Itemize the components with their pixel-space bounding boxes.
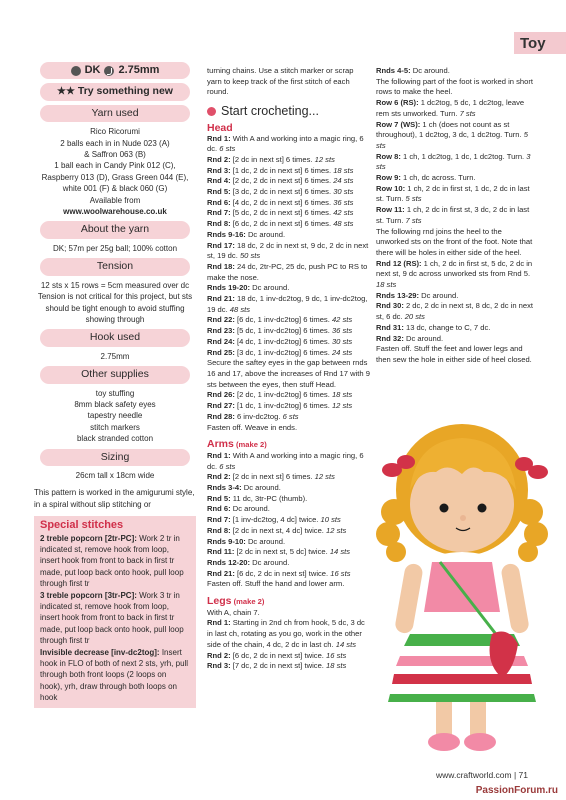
supplies-list bbox=[34, 388, 196, 445]
doll-shoe-right bbox=[464, 733, 496, 751]
special-stitches-box bbox=[34, 516, 196, 708]
pattern-row: Rnds 12-20: Dc around. bbox=[207, 557, 290, 567]
arms-rows bbox=[207, 451, 370, 579]
hook-icon bbox=[104, 66, 114, 76]
page-footer: www.craftworld.com | 71 bbox=[436, 770, 528, 780]
legs-end: Fasten off. Stuff the feet and lower legs and then sew the hole in either side of heel closed. bbox=[376, 344, 532, 364]
hook-used-heading: Hook used bbox=[40, 329, 190, 346]
supplier-link[interactable]: www.woolwarehouse.co.uk bbox=[63, 207, 167, 217]
pattern-row: Rnd 1: With A and working into a magic ring, 6 dc. 6 sts bbox=[207, 133, 364, 154]
watermark: PassionForum.ru bbox=[475, 785, 558, 796]
head-note: Secure the saftey eyes in the gap between rnds 16 and 17, above the increases of Rnd 17 with 9 sts between the eyes, then stuff Head. bbox=[207, 358, 370, 389]
pattern-row: Rnd 30: 2 dc, 2 dc in next st, 8 dc, 2 dc in next st, 6 dc. 20 sts bbox=[376, 301, 534, 322]
sizing-heading: Sizing bbox=[40, 449, 190, 466]
doll-photo bbox=[352, 412, 566, 757]
supply-item: tapestry needle bbox=[87, 411, 143, 421]
pattern-row: Rnd 21: 18 dc, 1 inv-dc2tog, 9 dc, 1 inv-dc2tog, 19 dc. 48 sts bbox=[207, 294, 368, 314]
difficulty-label: Try something new bbox=[77, 85, 173, 98]
about-yarn-text: DK; 57m per 25g ball; 100% cotton bbox=[52, 243, 178, 253]
special-stitch: Invisible decrease [inv-dc2tog]: Insert hook in FLO of both of next 2 sts, yrh, pull through both front loops (2 loops on hook), yrh, draw through both loops on hook bbox=[40, 647, 189, 703]
yarn-line: Rico Ricorumi bbox=[90, 127, 140, 137]
doll-dress-top bbox=[424, 562, 500, 612]
legs-chain: With A, chain 7. bbox=[207, 607, 260, 617]
pattern-row: Rnds 4-5: Dc around. bbox=[376, 66, 450, 75]
legs-rows-b bbox=[376, 98, 536, 226]
supply-item: toy stuffing bbox=[95, 388, 135, 398]
pattern-row: Row 8: 1 ch, 1 dc2tog, 1 dc, 1 dc2tog. Turn. 3 sts bbox=[376, 151, 531, 172]
start-heading-text: Start crocheting... bbox=[221, 104, 319, 119]
pattern-row: Rnd 6: [4 dc, 2 dc in next st] 6 times. 36 sts bbox=[207, 197, 354, 207]
yarn-line: white 001 (F) & black 060 (G) bbox=[62, 184, 168, 194]
supply-item: black stranded cotton bbox=[76, 434, 154, 444]
yarn-line: 2 balls each in in Nude 023 (A) bbox=[60, 138, 170, 148]
pattern-row: Row 7 (WS): 1 ch (does not count as st throughout), 1 dc2tog, 3 dc, 1 dc2tog. Turn. 5 sts bbox=[376, 119, 528, 150]
mid-intro: turning chains. Use a stitch marker or scrap yarn to keep track of the first stitch of each round. bbox=[207, 66, 354, 97]
pattern-row: Rnds 9-10: Dc around. bbox=[207, 536, 286, 546]
start-heading bbox=[207, 106, 370, 117]
legs-rows-c bbox=[376, 259, 536, 345]
pattern-row: Rnd 8: [6 dc, 2 dc in next st] 6 times. 48 sts bbox=[207, 219, 354, 229]
doll-eye-right bbox=[478, 504, 487, 513]
pattern-row: Rnd 8: [2 dc in next st, 4 dc] twice. 12 sts bbox=[207, 525, 347, 535]
pattern-row: Row 11: 1 ch, 2 dc in first st, 3 dc, 2 dc in last st. Turn. 7 sts bbox=[376, 205, 530, 225]
pattern-row: Rnd 5: 11 dc, 3tr-PC (thumb). bbox=[207, 493, 308, 503]
pattern-row: Rnd 3: [7 dc, 2 dc in next st] twice. 18 sts bbox=[207, 661, 347, 671]
difficulty-pill bbox=[40, 83, 190, 100]
pattern-row: Row 9: 1 ch, dc across. Turn. bbox=[376, 173, 476, 183]
pattern-column-middle bbox=[207, 66, 370, 672]
yarn-line: Available from bbox=[89, 195, 141, 205]
pattern-row: Rnd 1: With A and working into a magic ring, 6 dc. 6 sts bbox=[207, 450, 364, 471]
tension-heading: Tension bbox=[40, 258, 190, 275]
head-rows-2 bbox=[207, 390, 370, 422]
head-heading: Head bbox=[207, 121, 233, 134]
pattern-row: Rnd 2: [2 dc in next st] 6 times. 12 sts bbox=[207, 472, 335, 482]
special-stitches-heading: Special stitches bbox=[40, 519, 124, 532]
pattern-row: Rnd 25: [3 dc, 1 inv-dc2tog] 6 times. 24 sts bbox=[207, 347, 353, 357]
pattern-row: Rnd 6: Dc around. bbox=[207, 504, 270, 514]
join-note: The following rnd joins the heel to the unworked sts on the front of the foot. Note that there will be holes in either side of the heel. bbox=[376, 226, 533, 257]
pattern-row: Rnd 26: [2 dc, 1 inv-dc2tog] 6 times. 18 sts bbox=[207, 390, 353, 400]
yarn-used-heading: Yarn used bbox=[40, 105, 190, 122]
pattern-row: Row 10: 1 ch, 2 dc in first st, 1 dc, 2 dc in last st. Turn. 5 sts bbox=[376, 183, 530, 204]
yarn-weight: DK bbox=[84, 64, 101, 76]
yarn-used-text bbox=[34, 126, 196, 217]
meta-pill bbox=[40, 62, 190, 79]
pattern-row: Rnd 24: [4 dc, 1 inv-dc2tog] 6 times. 30 sts bbox=[207, 336, 353, 346]
other-supplies-heading: Other supplies bbox=[40, 366, 190, 383]
heel-note: The following part of the foot is worked in short rows to make the heel. bbox=[376, 76, 534, 97]
intro-text: This pattern is worked in the amigurumi style, in a spiral without slip stitching or bbox=[34, 488, 195, 509]
hook-used-text: 2.75mm bbox=[100, 351, 130, 361]
pattern-row: Rnd 17: 18 dc, 2 dc in next st, 9 dc, 2 dc in next st, 19 dc. 50 sts bbox=[207, 240, 369, 261]
pattern-row: Rnd 12 (RS): 1 ch, 2 dc in first st, 5 dc, 2 dc in next st, 9 dc across unworked sts from Rnd 5. 18 sts bbox=[376, 258, 533, 290]
arms-heading: Arms (make 2) bbox=[207, 438, 267, 451]
pattern-row: Rnd 3: [1 dc, 2 dc in next st] 6 times. 18 sts bbox=[207, 165, 354, 175]
info-column bbox=[34, 62, 196, 708]
doll-nose bbox=[460, 515, 466, 521]
pattern-row: Rnd 27: [1 dc, 1 inv-dc2tog] 6 times. 12 sts bbox=[207, 401, 353, 411]
pattern-row: Rnd 23: [5 dc, 1 inv-dc2tog] 6 times. 36 sts bbox=[207, 326, 353, 336]
special-stitch: 3 treble popcorn [3tr-PC]: Work 3 tr in indicated st, remove hook from loop, insert hook from front to back in first tr made, put loop back onto hook, pull loop through first tr bbox=[40, 590, 184, 646]
pattern-row: Rnd 21: [6 dc, 2 dc in next st] twice. 16 sts bbox=[207, 568, 351, 578]
doll-leg-right bbox=[470, 702, 486, 736]
pattern-row: Rnd 11: [2 dc in next st, 5 dc] twice. 14 sts bbox=[207, 547, 351, 557]
pattern-row: Rnd 4: [2 dc, 2 dc in next st] 6 times. 24 sts bbox=[207, 176, 354, 186]
about-yarn-heading: About the yarn bbox=[40, 221, 190, 238]
pattern-row: Rnd 2: [2 dc in next st] 6 times. 12 sts bbox=[207, 154, 335, 164]
doll-shoe-left bbox=[428, 733, 460, 751]
pattern-row: Rnd 32: Dc around. bbox=[376, 333, 444, 343]
legs-heading: Legs (make 2) bbox=[207, 595, 265, 608]
bullet-dot-icon bbox=[207, 107, 216, 116]
sizing-text: 26cm tall x 18cm wide bbox=[75, 470, 155, 480]
head-rows bbox=[207, 134, 370, 359]
pattern-row: Rnd 1: Starting in 2nd ch from hook, 5 dc, 3 dc in last ch, rotating as you go, work in the other side of the chain, 4 dc, 2 dc in last ch. 14 sts bbox=[207, 618, 365, 649]
pattern-column-right bbox=[376, 66, 536, 366]
difficulty-stars: ★★ bbox=[57, 86, 75, 98]
yarn-line: 1 ball each in Candy Pink 012 (C), bbox=[54, 161, 176, 171]
pattern-row: Rnd 5: [3 dc, 2 dc in next st] 6 times. 30 sts bbox=[207, 187, 354, 197]
tension-text: 12 sts x 15 rows = 5cm measured over dc Tension is not critical for this project, but sts should be tight enough to avoid stuffing showing through bbox=[37, 280, 193, 324]
pattern-row: Row 6 (RS): 1 dc2tog, 5 dc, 1 dc2tog, leave rem sts unworked. Turn. 7 sts bbox=[376, 98, 525, 118]
legs-rows-a bbox=[376, 66, 536, 77]
pattern-row: Rnds 13-29: Dc around. bbox=[376, 290, 459, 300]
pattern-row: Rnd 31: 13 dc, change to C, 7 dc. bbox=[376, 322, 491, 332]
head-end: Fasten off. Weave in ends. bbox=[207, 422, 298, 432]
pattern-row: Rnd 2: [6 dc, 2 dc in next st] twice. 16 sts bbox=[207, 650, 347, 660]
pattern-row: Rnds 19-20: Dc around. bbox=[207, 283, 290, 293]
supply-item: 8mm black safety eyes bbox=[74, 399, 156, 409]
section-tab: Toy bbox=[514, 32, 566, 54]
hook-size: 2.75mm bbox=[118, 64, 160, 76]
pattern-row: Rnd 7: [1 inv-dc2tog, 4 dc] twice. 10 sts bbox=[207, 515, 341, 525]
pattern-row: Rnds 3-4: Dc around. bbox=[207, 483, 281, 493]
pattern-row: Rnd 18: 24 dc, 2tr-PC, 25 dc, push PC to RS to make the nose. bbox=[207, 261, 368, 282]
legs-rows bbox=[207, 618, 370, 672]
pattern-row: Rnd 28: 6 inv-dc2tog. 6 sts bbox=[207, 411, 299, 421]
pattern-row: Rnd 22: [6 dc, 1 inv-dc2tog] 6 times. 42 sts bbox=[207, 315, 353, 325]
doll-eye-left bbox=[440, 504, 449, 513]
special-stitch: 2 treble popcorn [2tr-PC]: Work 2 tr in indicated st, remove hook from loop, insert hook from front to back in first tr made, put loop back onto hook, pull loop through first tr bbox=[40, 533, 184, 589]
pattern-row: Rnds 9-16: Dc around. bbox=[207, 229, 286, 239]
pattern-row: Rnd 7: [5 dc, 2 dc in next st] 6 times. 42 sts bbox=[207, 208, 354, 218]
yarn-ball-icon bbox=[71, 66, 81, 76]
arms-end: Fasten off. Stuff the hand and lower arm. bbox=[207, 579, 345, 589]
doll-leg-left bbox=[436, 702, 452, 736]
yarn-line: Raspberry 013 (D), Grass Green 044 (E), bbox=[41, 172, 189, 182]
supply-item: stitch markers bbox=[90, 422, 140, 432]
yarn-line: & Saffron 063 (B) bbox=[84, 150, 146, 160]
